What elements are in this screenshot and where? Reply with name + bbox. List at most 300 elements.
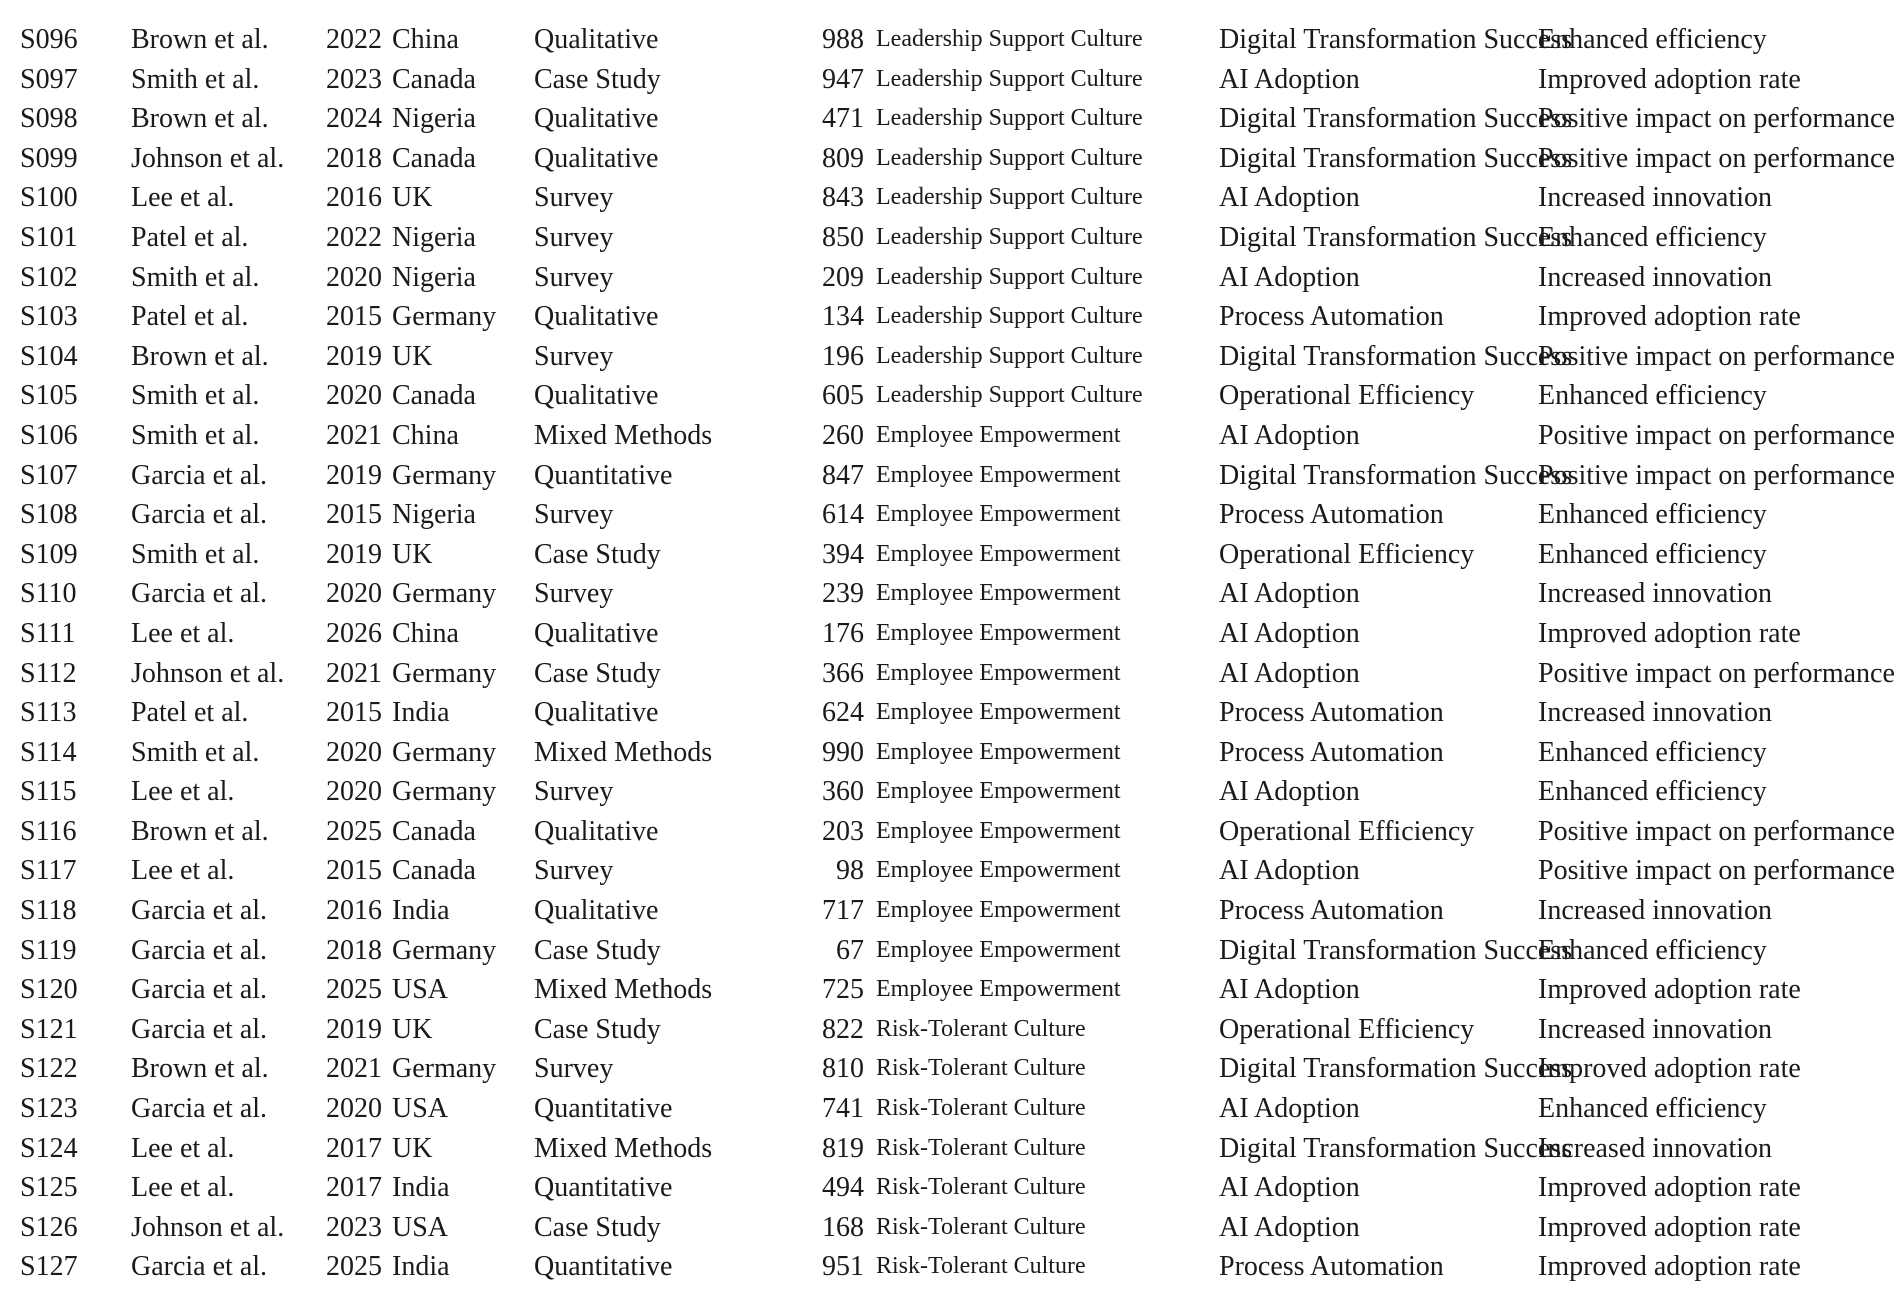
culture-factor-cell[interactable]: Risk-Tolerant Culture [876,1134,1086,1161]
finding-cell[interactable]: Increased innovation [1538,261,1773,293]
finding-cell[interactable]: Improved adoption rate [1538,974,1801,1006]
outcome-domain-cell[interactable]: Process Automation [1219,736,1444,768]
sample-size-cell[interactable]: 624 [822,697,864,729]
study-id-cell[interactable]: S112 [20,657,77,689]
sample-size-cell[interactable]: 988 [822,24,864,55]
study-id-cell[interactable]: S097 [20,63,78,95]
sample-size-cell[interactable]: 196 [822,340,864,372]
country-cell[interactable]: Germany [392,459,497,491]
method-cell[interactable]: Qualitative [534,815,659,847]
sample-size-cell[interactable]: 951 [822,1251,864,1283]
finding-cell[interactable]: Improved adoption rate [1538,617,1801,649]
author-cell[interactable]: Smith et al. [131,419,260,451]
method-cell[interactable]: Qualitative [534,103,659,135]
year-cell[interactable]: 2015 [326,301,382,333]
country-cell[interactable]: India [392,895,450,927]
method-cell[interactable]: Survey [534,776,614,808]
country-cell[interactable]: Canada [392,380,476,412]
author-cell[interactable]: Patel et al. [131,221,249,253]
year-cell[interactable]: 2020 [326,1093,382,1125]
country-cell[interactable]: Germany [392,1053,497,1085]
table-row [0,574,1875,614]
outcome-domain-cell[interactable]: Operational Efficiency [1219,538,1475,570]
author-cell[interactable]: Garcia et al. [131,578,268,610]
sample-size-cell[interactable]: 494 [822,1172,864,1204]
study-id-cell[interactable]: S115 [20,776,77,808]
table-row [0,1049,1875,1089]
culture-factor-cell[interactable]: Employee Empowerment [876,580,1121,607]
year-cell[interactable]: 2025 [326,974,382,1006]
outcome-domain-cell[interactable]: Digital Transformation Success [1219,934,1573,966]
country-cell[interactable]: India [392,1251,450,1283]
culture-factor-cell[interactable]: Employee Empowerment [876,738,1121,765]
author-cell[interactable]: Smith et al. [131,380,260,412]
author-cell[interactable]: Johnson et al. [131,1211,285,1243]
country-cell[interactable]: UK [392,340,433,372]
outcome-domain-cell[interactable]: AI Adoption [1219,578,1360,610]
finding-cell[interactable]: Enhanced efficiency [1538,934,1767,966]
study-id-cell[interactable]: S117 [20,855,77,887]
method-cell[interactable]: Quantitative [534,1172,673,1204]
culture-factor-cell[interactable]: Leadership Support Culture [876,144,1143,171]
table-row [0,139,1895,179]
country-cell[interactable]: Canada [392,855,476,887]
method-cell[interactable]: Case Study [534,934,661,966]
year-cell[interactable]: 2021 [326,657,382,689]
country-cell[interactable]: India [392,1172,450,1204]
country-cell[interactable]: UK [392,538,433,570]
year-cell[interactable]: 2020 [326,776,382,808]
culture-factor-cell[interactable]: Employee Empowerment [876,976,1121,1003]
sample-size-cell[interactable]: 471 [822,103,864,135]
outcome-domain-cell[interactable]: Operational Efficiency [1219,1013,1475,1045]
finding-cell[interactable]: Improved adoption rate [1538,63,1801,95]
outcome-domain-cell[interactable]: AI Adoption [1219,63,1360,95]
study-id-cell[interactable]: S127 [20,1251,78,1283]
finding-cell[interactable]: Positive impact on performance [1538,657,1895,689]
outcome-domain-cell[interactable]: AI Adoption [1219,1172,1360,1204]
outcome-domain-cell[interactable]: AI Adoption [1219,419,1360,451]
country-cell[interactable]: India [392,697,450,729]
finding-cell[interactable]: Increased innovation [1538,1132,1773,1164]
study-id-cell[interactable]: S109 [20,538,78,570]
outcome-domain-cell[interactable]: Digital Transformation Success [1219,1132,1573,1164]
culture-factor-cell[interactable]: Employee Empowerment [876,619,1121,646]
author-cell[interactable]: Lee et al. [131,776,235,808]
year-cell[interactable]: 2021 [326,1053,382,1085]
country-cell[interactable]: Nigeria [392,221,476,253]
finding-cell[interactable]: Enhanced efficiency [1538,776,1767,808]
outcome-domain-cell[interactable]: AI Adoption [1219,1093,1360,1125]
country-cell[interactable]: Canada [392,815,476,847]
country-cell[interactable]: Germany [392,301,497,333]
country-cell[interactable]: Canada [392,63,476,95]
year-cell[interactable]: 2017 [326,1172,382,1204]
finding-cell[interactable]: Positive impact on performance [1538,142,1895,174]
finding-cell[interactable]: Increased innovation [1538,697,1773,729]
country-cell[interactable]: Germany [392,776,497,808]
sample-size-cell[interactable]: 366 [822,657,864,689]
study-id-cell[interactable]: S125 [20,1172,78,1204]
culture-factor-cell[interactable]: Employee Empowerment [876,501,1121,528]
method-cell[interactable]: Survey [534,340,614,372]
country-cell[interactable]: Nigeria [392,103,476,135]
table-row [0,297,1875,337]
author-cell[interactable]: Smith et al. [131,538,260,570]
finding-cell[interactable]: Enhanced efficiency [1538,24,1767,55]
sample-size-cell[interactable]: 239 [822,578,864,610]
sample-size-cell[interactable]: 717 [822,895,864,927]
method-cell[interactable]: Mixed Methods [534,1132,713,1164]
sample-size-cell[interactable]: 98 [836,855,864,887]
outcome-domain-cell[interactable]: AI Adoption [1219,855,1360,887]
author-cell[interactable]: Garcia et al. [131,459,268,491]
author-cell[interactable]: Smith et al. [131,63,260,95]
finding-cell[interactable]: Improved adoption rate [1538,1053,1801,1085]
year-cell[interactable]: 2017 [326,1132,382,1164]
method-cell[interactable]: Mixed Methods [534,736,713,768]
study-id-cell[interactable]: S104 [20,340,78,372]
method-cell[interactable]: Case Study [534,538,661,570]
outcome-domain-cell[interactable]: Operational Efficiency [1219,380,1475,412]
finding-cell[interactable]: Increased innovation [1538,895,1773,927]
author-cell[interactable]: Garcia et al. [131,1013,268,1045]
year-cell[interactable]: 2020 [326,578,382,610]
sample-size-cell[interactable]: 819 [822,1132,864,1164]
study-id-cell[interactable]: S106 [20,419,78,451]
year-cell[interactable]: 2020 [326,380,382,412]
study-id-cell[interactable]: S122 [20,1053,78,1085]
author-cell[interactable]: Johnson et al. [131,142,285,174]
outcome-domain-cell[interactable]: AI Adoption [1219,1211,1360,1243]
outcome-domain-cell[interactable]: Operational Efficiency [1219,815,1475,847]
finding-cell[interactable]: Positive impact on performance [1538,815,1895,847]
outcome-domain-cell[interactable]: Process Automation [1219,499,1444,531]
method-cell[interactable]: Case Study [534,1013,661,1045]
author-cell[interactable]: Johnson et al. [131,657,285,689]
table-row [0,654,1895,694]
study-id-cell[interactable]: S114 [20,736,77,768]
culture-factor-cell[interactable]: Leadership Support Culture [876,65,1143,92]
study-id-cell[interactable]: S099 [20,142,78,174]
study-id-cell[interactable]: S126 [20,1211,78,1243]
culture-factor-cell[interactable]: Leadership Support Culture [876,223,1143,250]
sample-size-cell[interactable]: 168 [822,1211,864,1243]
culture-factor-cell[interactable]: Employee Empowerment [876,540,1121,567]
author-cell[interactable]: Lee et al. [131,1132,235,1164]
year-cell[interactable]: 2015 [326,697,382,729]
country-cell[interactable]: Germany [392,657,497,689]
table-row [0,733,1875,773]
method-cell[interactable]: Survey [534,578,614,610]
sample-size-cell[interactable]: 176 [822,617,864,649]
culture-factor-cell[interactable]: Leadership Support Culture [876,263,1143,290]
culture-factor-cell[interactable]: Employee Empowerment [876,897,1121,924]
finding-cell[interactable]: Increased innovation [1538,182,1773,214]
country-cell[interactable]: Germany [392,934,497,966]
study-id-cell[interactable]: S118 [20,895,77,927]
finding-cell[interactable]: Increased innovation [1538,1013,1773,1045]
finding-cell[interactable]: Increased innovation [1538,578,1773,610]
culture-factor-cell[interactable]: Risk-Tolerant Culture [876,1213,1086,1240]
method-cell[interactable]: Qualitative [534,380,659,412]
method-cell[interactable]: Quantitative [534,459,673,491]
culture-factor-cell[interactable]: Employee Empowerment [876,778,1121,805]
sample-size-cell[interactable]: 822 [822,1013,864,1045]
study-id-cell[interactable]: S119 [20,934,77,966]
country-cell[interactable]: USA [392,1211,449,1243]
culture-factor-cell[interactable]: Leadership Support Culture [876,184,1143,211]
country-cell[interactable]: USA [392,974,449,1006]
year-cell[interactable]: 2019 [326,459,382,491]
finding-cell[interactable]: Enhanced efficiency [1538,736,1767,768]
table-row [0,60,1875,100]
culture-factor-cell[interactable]: Risk-Tolerant Culture [876,1174,1086,1201]
outcome-domain-cell[interactable]: Digital Transformation Success [1219,142,1573,174]
author-cell[interactable]: Garcia et al. [131,934,268,966]
study-id-cell[interactable]: S107 [20,459,78,491]
outcome-domain-cell[interactable]: AI Adoption [1219,776,1360,808]
culture-factor-cell[interactable]: Risk-Tolerant Culture [876,1015,1086,1042]
method-cell[interactable]: Case Study [534,657,661,689]
author-cell[interactable]: Smith et al. [131,261,260,293]
author-cell[interactable]: Garcia et al. [131,1251,268,1283]
outcome-domain-cell[interactable]: Process Automation [1219,697,1444,729]
author-cell[interactable]: Brown et al. [131,815,269,847]
study-id-cell[interactable]: S116 [20,815,77,847]
method-cell[interactable]: Mixed Methods [534,974,713,1006]
method-cell[interactable]: Case Study [534,1211,661,1243]
culture-factor-cell[interactable]: Leadership Support Culture [876,342,1143,369]
country-cell[interactable]: China [392,419,459,451]
method-cell[interactable]: Qualitative [534,895,659,927]
sample-size-cell[interactable]: 134 [822,301,864,333]
finding-cell[interactable]: Improved adoption rate [1538,301,1801,333]
sample-size-cell[interactable]: 614 [822,499,864,531]
spreadsheet-table [0,20,1895,1287]
author-cell[interactable]: Lee et al. [131,855,235,887]
outcome-domain-cell[interactable]: Digital Transformation Success [1219,24,1573,55]
method-cell[interactable]: Qualitative [534,24,659,55]
year-cell[interactable]: 2020 [326,261,382,293]
study-id-cell[interactable]: S103 [20,301,78,333]
year-cell[interactable]: 2015 [326,499,382,531]
study-id-cell[interactable]: S102 [20,261,78,293]
author-cell[interactable]: Garcia et al. [131,974,268,1006]
sample-size-cell[interactable]: 203 [822,815,864,847]
year-cell[interactable]: 2022 [326,221,382,253]
year-cell[interactable]: 2023 [326,1211,382,1243]
country-cell[interactable]: UK [392,1132,433,1164]
study-id-cell[interactable]: S100 [20,182,78,214]
culture-factor-cell[interactable]: Employee Empowerment [876,857,1121,884]
outcome-domain-cell[interactable]: Process Automation [1219,1251,1444,1283]
finding-cell[interactable]: Positive impact on performance [1538,340,1895,372]
sample-size-cell[interactable]: 360 [822,776,864,808]
country-cell[interactable]: UK [392,1013,433,1045]
sample-size-cell[interactable]: 725 [822,974,864,1006]
study-id-cell[interactable]: S101 [20,221,78,253]
author-cell[interactable]: Brown et al. [131,340,269,372]
finding-cell[interactable]: Improved adoption rate [1538,1172,1801,1204]
study-id-cell[interactable]: S098 [20,103,78,135]
table-row [0,1129,1875,1169]
year-cell[interactable]: 2024 [326,103,382,135]
study-id-cell[interactable]: S123 [20,1093,78,1125]
culture-factor-cell[interactable]: Leadership Support Culture [876,303,1143,330]
outcome-domain-cell[interactable]: Digital Transformation Success [1219,459,1573,491]
finding-cell[interactable]: Enhanced efficiency [1538,499,1767,531]
outcome-domain-cell[interactable]: Digital Transformation Success [1219,340,1573,372]
year-cell[interactable]: 2018 [326,142,382,174]
sample-size-cell[interactable]: 847 [822,459,864,491]
country-cell[interactable]: UK [392,182,433,214]
author-cell[interactable]: Patel et al. [131,301,249,333]
method-cell[interactable]: Survey [534,1053,614,1085]
country-cell[interactable]: Nigeria [392,261,476,293]
author-cell[interactable]: Garcia et al. [131,499,268,531]
study-id-cell[interactable]: S108 [20,499,78,531]
author-cell[interactable]: Brown et al. [131,24,269,55]
method-cell[interactable]: Mixed Methods [534,419,713,451]
culture-factor-cell[interactable]: Employee Empowerment [876,817,1121,844]
sample-size-cell[interactable]: 850 [822,221,864,253]
country-cell[interactable]: USA [392,1093,449,1125]
study-id-cell[interactable]: S105 [20,380,78,412]
year-cell[interactable]: 2019 [326,538,382,570]
finding-cell[interactable]: Positive impact on performance [1538,855,1895,887]
country-cell[interactable]: China [392,617,459,649]
finding-cell[interactable]: Enhanced efficiency [1538,1093,1767,1125]
culture-factor-cell[interactable]: Leadership Support Culture [876,382,1143,409]
outcome-domain-cell[interactable]: AI Adoption [1219,974,1360,1006]
finding-cell[interactable]: Positive impact on performance [1538,459,1895,491]
sample-size-cell[interactable]: 843 [822,182,864,214]
sample-size-cell[interactable]: 810 [822,1053,864,1085]
finding-cell[interactable]: Improved adoption rate [1538,1251,1801,1283]
year-cell[interactable]: 2015 [326,855,382,887]
country-cell[interactable]: Germany [392,578,497,610]
culture-factor-cell[interactable]: Employee Empowerment [876,659,1121,686]
outcome-domain-cell[interactable]: Digital Transformation Success [1219,1053,1573,1085]
method-cell[interactable]: Qualitative [534,617,659,649]
method-cell[interactable]: Survey [534,499,614,531]
culture-factor-cell[interactable]: Employee Empowerment [876,936,1121,963]
year-cell[interactable]: 2021 [326,419,382,451]
table-row [0,178,1875,218]
study-id-cell[interactable]: S121 [20,1013,78,1045]
sample-size-cell[interactable]: 209 [822,261,864,293]
method-cell[interactable]: Qualitative [534,697,659,729]
culture-factor-cell[interactable]: Leadership Support Culture [876,26,1143,52]
culture-factor-cell[interactable]: Employee Empowerment [876,699,1121,726]
finding-cell[interactable]: Positive impact on performance [1538,419,1895,451]
study-id-cell[interactable]: S124 [20,1132,78,1164]
outcome-domain-cell[interactable]: Digital Transformation Success [1219,103,1573,135]
sample-size-cell[interactable]: 605 [822,380,864,412]
method-cell[interactable]: Qualitative [534,142,659,174]
year-cell[interactable]: 2025 [326,1251,382,1283]
culture-factor-cell[interactable]: Risk-Tolerant Culture [876,1095,1086,1122]
country-cell[interactable]: China [392,24,459,55]
finding-cell[interactable]: Enhanced efficiency [1538,538,1767,570]
outcome-domain-cell[interactable]: AI Adoption [1219,182,1360,214]
method-cell[interactable]: Survey [534,221,614,253]
sample-size-cell[interactable]: 809 [822,142,864,174]
culture-factor-cell[interactable]: Risk-Tolerant Culture [876,1253,1086,1280]
finding-cell[interactable]: Positive impact on performance [1538,103,1895,135]
author-cell[interactable]: Patel et al. [131,697,249,729]
outcome-domain-cell[interactable]: AI Adoption [1219,617,1360,649]
culture-factor-cell[interactable]: Employee Empowerment [876,461,1121,488]
sample-size-cell[interactable]: 67 [836,934,864,966]
study-id-cell[interactable]: S113 [20,697,77,729]
year-cell[interactable]: 2020 [326,736,382,768]
sample-size-cell[interactable]: 947 [822,63,864,95]
method-cell[interactable]: Qualitative [534,301,659,333]
sample-size-cell[interactable]: 260 [822,419,864,451]
country-cell[interactable]: Germany [392,736,497,768]
year-cell[interactable]: 2023 [326,63,382,95]
country-cell[interactable]: Nigeria [392,499,476,531]
country-cell[interactable]: Canada [392,142,476,174]
year-cell[interactable]: 2025 [326,815,382,847]
author-cell[interactable]: Brown et al. [131,103,269,135]
year-cell[interactable]: 2018 [326,934,382,966]
author-cell[interactable]: Lee et al. [131,182,235,214]
study-id-cell[interactable]: S120 [20,974,78,1006]
culture-factor-cell[interactable]: Employee Empowerment [876,421,1121,448]
finding-cell[interactable]: Enhanced efficiency [1538,380,1767,412]
outcome-domain-cell[interactable]: Process Automation [1219,895,1444,927]
method-cell[interactable]: Quantitative [534,1251,673,1283]
author-cell[interactable]: Smith et al. [131,736,260,768]
author-cell[interactable]: Garcia et al. [131,895,268,927]
study-id-cell[interactable]: S110 [20,578,77,610]
year-cell[interactable]: 2016 [326,182,382,214]
outcome-domain-cell[interactable]: Digital Transformation Success [1219,221,1573,253]
method-cell[interactable]: Survey [534,855,614,887]
author-cell[interactable]: Lee et al. [131,617,235,649]
table-row [0,337,1895,377]
culture-factor-cell[interactable]: Risk-Tolerant Culture [876,1055,1086,1082]
finding-cell[interactable]: Improved adoption rate [1538,1211,1801,1243]
year-cell[interactable]: 2022 [326,24,382,55]
study-id-cell[interactable]: S111 [20,617,76,649]
sample-size-cell[interactable]: 394 [822,538,864,570]
outcome-domain-cell[interactable]: Process Automation [1219,301,1444,333]
sample-size-cell[interactable]: 990 [822,736,864,768]
table-row [0,218,1875,258]
year-cell[interactable]: 2019 [326,1013,382,1045]
method-cell[interactable]: Survey [534,261,614,293]
year-cell[interactable]: 2016 [326,895,382,927]
author-cell[interactable]: Brown et al. [131,1053,269,1085]
year-cell[interactable]: 2019 [326,340,382,372]
sample-size-cell[interactable]: 741 [822,1093,864,1125]
year-cell[interactable]: 2026 [326,617,382,649]
finding-cell[interactable]: Enhanced efficiency [1538,221,1767,253]
study-id-cell[interactable]: S096 [20,24,78,55]
method-cell[interactable]: Survey [534,182,614,214]
culture-factor-cell[interactable]: Leadership Support Culture [876,105,1143,132]
author-cell[interactable]: Lee et al. [131,1172,235,1204]
author-cell[interactable]: Garcia et al. [131,1093,268,1125]
method-cell[interactable]: Quantitative [534,1093,673,1125]
outcome-domain-cell[interactable]: AI Adoption [1219,657,1360,689]
method-cell[interactable]: Case Study [534,63,661,95]
outcome-domain-cell[interactable]: AI Adoption [1219,261,1360,293]
